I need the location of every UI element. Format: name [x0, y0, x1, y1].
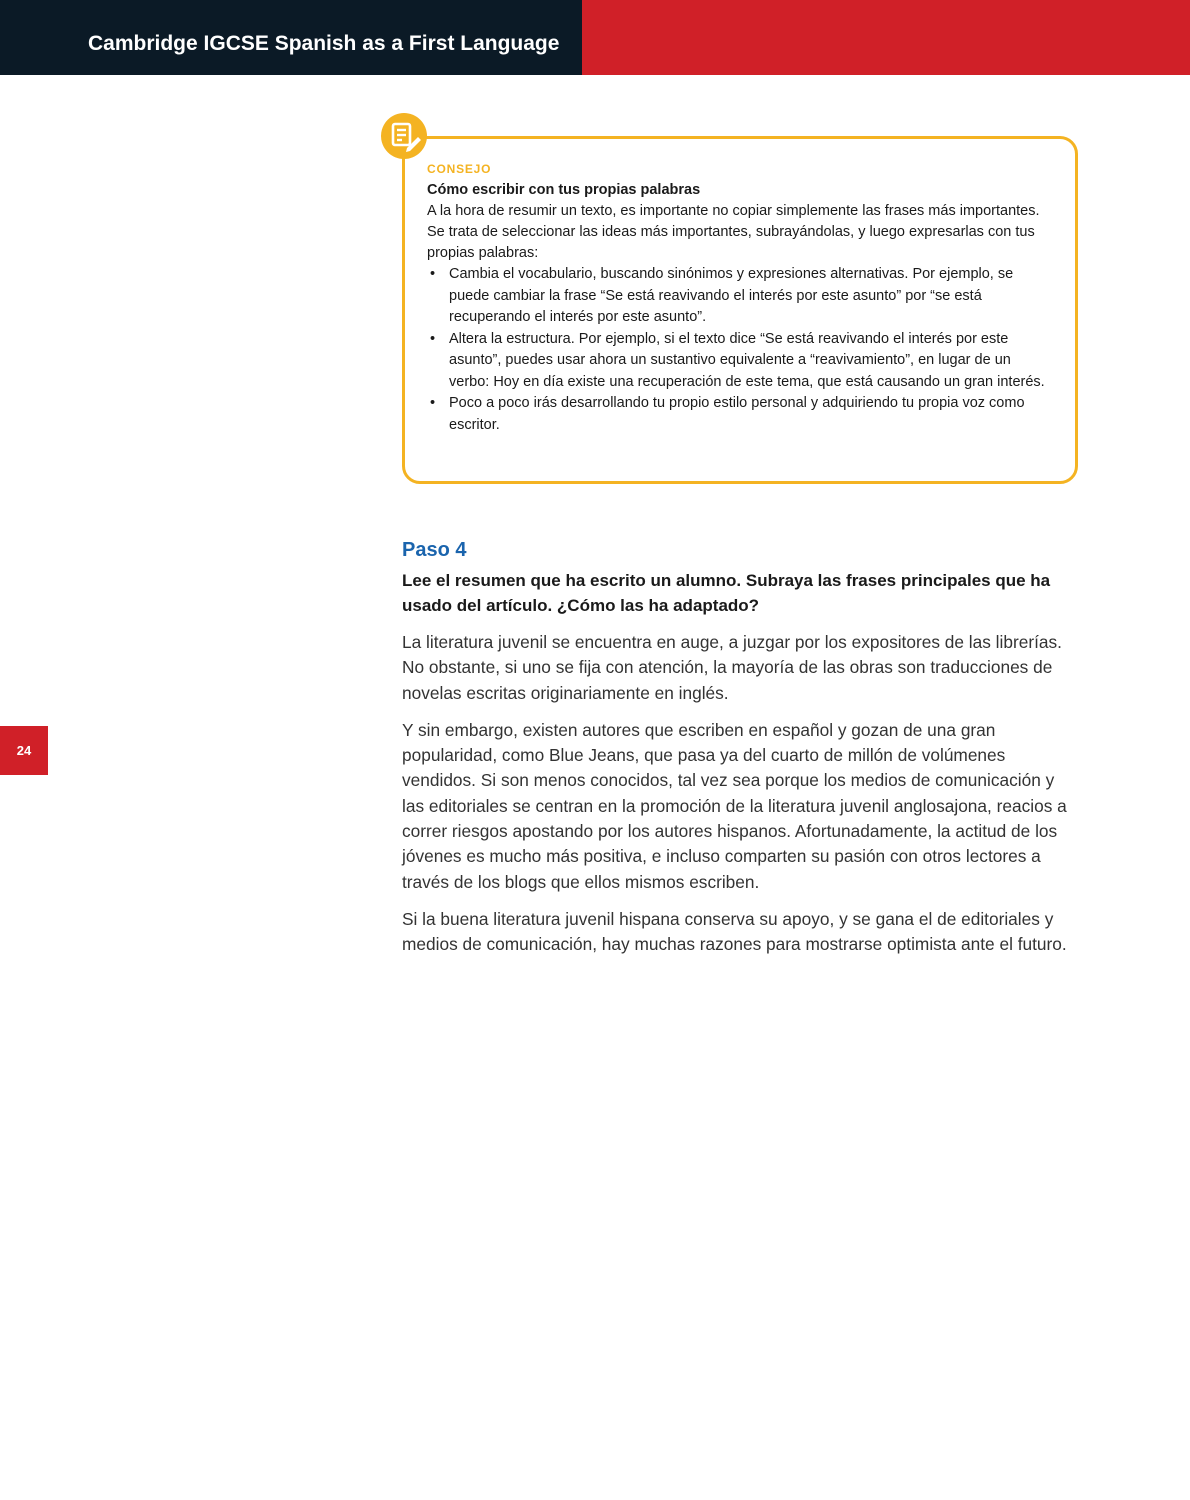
tip-list [427, 264, 1053, 436]
tip-box [402, 136, 1078, 484]
section-instruction: Lee el resumen que ha escrito un alumno. Subraya las frases principales que ha usado del artículo. ¿Cómo las ha adaptado? [402, 571, 1051, 615]
tip-list-item: • Cambia el vocabulario, buscando sinónimos y expresiones alternativas. Por ejemplo, se puede cambiar la frase “Se está reavivando el interés por este asunto” por “se está recuperando el interés por este asunto”. [427, 264, 1053, 329]
paso-section [402, 536, 1078, 958]
pencil-note-icon [380, 112, 428, 160]
tip-heading: Cómo escribir con tus propias palabras [427, 182, 701, 198]
summary-paragraph: Y sin embargo, existen autores que escriben en español y gozan de una gran popularidad, como Blue Jeans, que pasa ya del cuarto de millón de volúmenes vendidos. Si son menos conocidos, tal vez sea porque los medios de comunicación y las editoriales se centran en la promoción de la literatura juvenil anglosajona, reacios a correr riesgos apostando por los autores hispanos. Afortunadamente, la actitud de los jóvenes es mucho más positiva, e incluso comparten su pasión con otros lectores a través de los blogs que ellos mismos escriben. [402, 719, 1067, 892]
summary-paragraph: La literatura juvenil se encuentra en auge, a juzgar por los expositores de las librerías. No obstante, si uno se fija con atención, la mayoría de las obras son traducciones de novelas escritas originariamente en inglés. [402, 632, 1062, 703]
tip-list-item: • Altera la estructura. Por ejemplo, si el texto dice “Se está reavivando el interés por este asunto”, puedes usar ahora un sustantivo equivalente a “reavivamiento”, en lugar de un verbo: Hoy en día existe una recuperación de este tema, que está causando un gran interés. [427, 329, 1053, 394]
section-title: Paso 4 [402, 539, 467, 561]
tip-list-item: • Poco a poco irás desarrollando tu propio estilo personal y adquiriendo tu propia voz como escritor. [427, 393, 1053, 436]
header-accent-bar [582, 0, 1190, 75]
tip-intro: A la hora de resumir un texto, es importante no copiar simplemente las frases más importantes. Se trata de seleccionar las ideas más importantes, subrayándolas, y luego expresarlas con tus propias palabras: [427, 203, 1040, 261]
summary-paragraph: Si la buena literatura juvenil hispana conserva su apoyo, y se gana el de editoriales y medios de comunicación, hay muchas razones para mostrarse optimista ante el futuro. [402, 908, 1067, 955]
book-title: Cambridge IGCSE Spanish as a First Language [88, 32, 560, 55]
page-number: 24 [0, 726, 48, 775]
tip-label: CONSEJO [427, 162, 492, 176]
